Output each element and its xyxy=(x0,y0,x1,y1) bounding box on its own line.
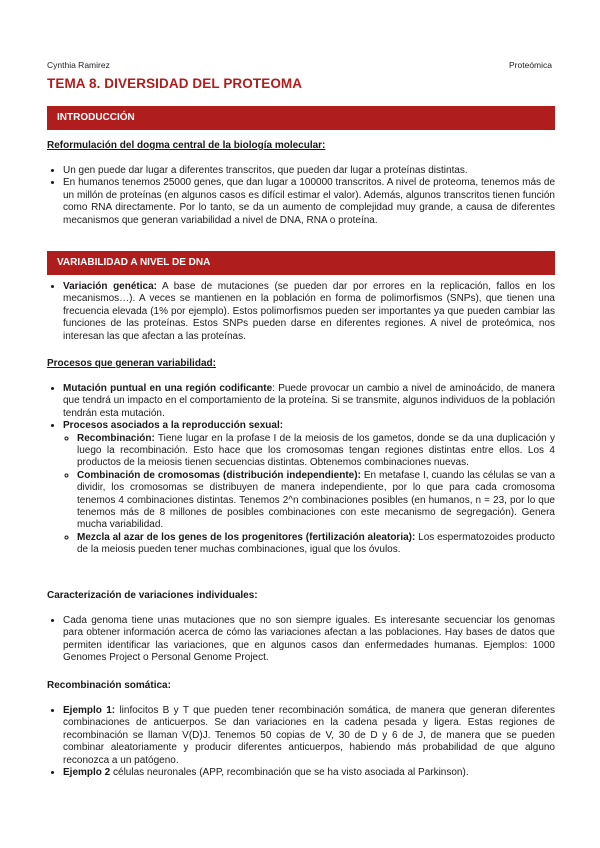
term-text: células neuronales (APP, recombinación que se ha visto asociada al Parkinson). xyxy=(110,767,469,779)
term-label: Mezcla al azar de los genes de los progenitores (fertilización aleatoria): xyxy=(77,531,416,543)
intro-heading: Reformulación del dogma central de la biología molecular: xyxy=(47,140,326,151)
list-item xyxy=(63,767,555,779)
sub-list-item xyxy=(77,470,555,532)
processes-list xyxy=(47,383,555,557)
term-text: En metafase I, cuando las células se van a dividir, los cromosomas se distribuyen de manera independiente, por lo que para cada cromosoma tenemos 4 combinaciones distintas. Tenemos 2^n combinaciones posibles (en humanos, n = 23, por lo que tenemos más de 8 millones de posibles combinaciones con este mecanismo de segregación). Genera mucha variabilidad. xyxy=(77,469,556,531)
list-item xyxy=(63,705,555,767)
term-text: A base de mutaciones (se pueden dar por errores en la replicación, fallos en los mecanismos…). A veces se mantienen en la población en forma de polimorfismos (SNPs), que tienen una frecuencia elevada (1% por ejemplo). Estos polimorfismos pueden ser importantes ya que pueden cambiar las funciones de las proteínas. Estos SNPs pueden darse en diferentes regiones. A nivel de proteómica, nos interesan las que afectan a las proteínas. xyxy=(63,281,555,342)
sub-list-item xyxy=(77,433,555,470)
processes-heading: Procesos que generan variabilidad: xyxy=(47,358,216,369)
term-label: Variación genética: xyxy=(63,281,157,292)
term-label: Ejemplo 2 xyxy=(63,767,111,779)
individual-heading: Caracterización de variaciones individuales: xyxy=(47,590,258,601)
term-text: Los espermatozoides producto de la meiosis pueden tener muchas combinaciones, igual que los óvulos. xyxy=(77,531,555,556)
term-label: Procesos asociados a la reproducción sexual: xyxy=(63,420,284,432)
section-bar-variabilidad-dna: VARIABILIDAD A NIVEL DE DNA xyxy=(47,251,555,275)
list-item xyxy=(63,420,555,556)
sub-list-item xyxy=(77,532,555,557)
list-item: • En humanos tenemos 25000 genes, que dan lugar a 100000 transcritos. A nivel de proteoma, tenemos más de un millón de proteínas (en algunos casos es difícil estimar el valor). Además, algunos transcritos tienen función como RNA directamente. Por lo tanto, se da un aumento de complejidad muy grande, a causa de diferentes mecanismos que generan variabilidad a nivel de DNA, RNA o proteína. xyxy=(63,177,555,227)
author-name: Cynthia Ramirez xyxy=(47,60,110,70)
intro-list xyxy=(47,165,555,227)
term-label: Recombinación: xyxy=(77,432,155,444)
list-item xyxy=(63,383,555,420)
section-bar-introduccion: INTRODUCCIÓN xyxy=(47,106,555,130)
page-title: TEMA 8. DIVERSIDAD DEL PROTEOMA xyxy=(47,76,303,91)
list-item: • Un gen puede dar lugar a diferentes transcritos, que pueden dar lugar a proteínas distintas. xyxy=(63,165,555,177)
subject-name: Proteómica xyxy=(509,60,552,70)
term-text: : Puede provocar un cambio a nivel de aminoácido, de manera que tendrá un impacto en el comportamiento de la proteína. Si se transmite, algunos individuos de la población tendrán esta mutación. xyxy=(63,383,555,419)
page-header xyxy=(47,59,552,71)
list-item: • Cada genoma tiene unas mutaciones que no son siempre iguales. Es interesante secuenciar los genomas para obtener información acerca de cómo las variaciones afectan a las poblaciones. Hay bases de datos que permiten identificar las variaciones, que en algunos casos dan enfermedades humanas. Ejemplos: 1000 Genomes Project o Personal Genome Project. xyxy=(63,615,555,665)
variation-list xyxy=(47,281,555,343)
term-label: Combinación de cromosomas (distribución independiente): xyxy=(77,469,361,481)
term-label: Mutación puntual en una región codificante xyxy=(63,383,273,394)
term-text: Tiene lugar en la profase I de la meiosis de los gametos, donde se da una duplicación y luego la recombinación. Esto hace que los cromosomas tengan regiones distintas entre ellos. Los 4 productos de la meiosis tienen secuencias distintas. Obtenemos combinaciones nuevas. xyxy=(77,432,555,469)
somatic-heading: Recombinación somática: xyxy=(47,680,171,691)
list-item xyxy=(63,281,555,343)
somatic-list xyxy=(47,705,555,779)
term-text: linfocitos B y T que pueden tener recombinación somática, de manera que generan diferentes combinaciones de anticuerpos. Se dan variaciones en la cadena pesada y ligera. Estas regiones de recombinación se llaman V(D)J. Tenemos 50 copias de V, 30 de D y 6 de J, de manera que se pueden combinar aleatoriamente y producir diferentes anticuerpos, habiendo más probabilidad de que alguno reconozca a un patógeno. xyxy=(63,705,555,766)
term-label: Ejemplo 1: xyxy=(63,705,116,716)
individual-list xyxy=(47,615,555,665)
